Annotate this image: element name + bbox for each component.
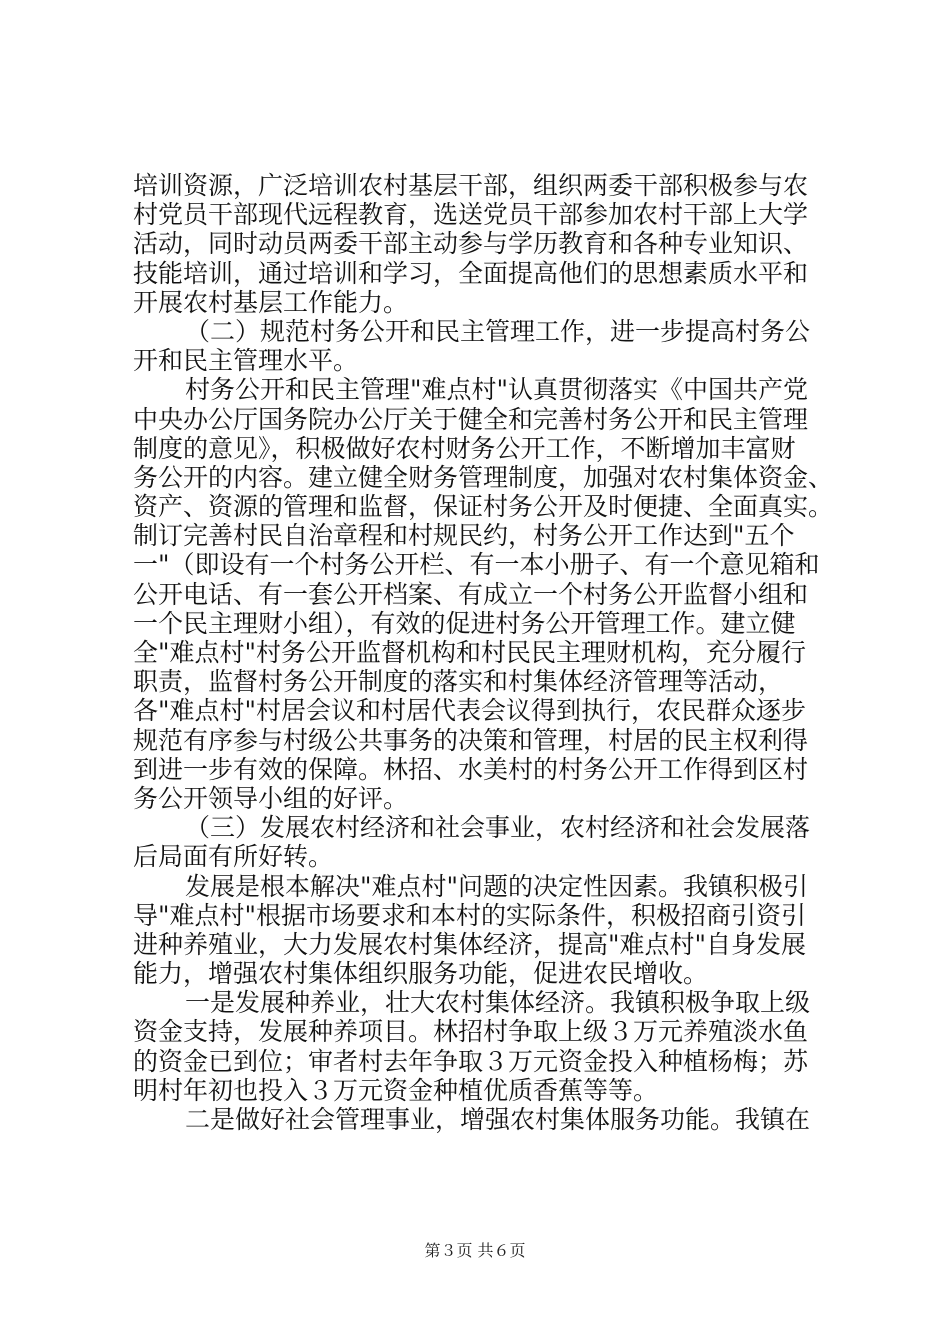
text-line: （三）发展农村经济和社会事业，农村经济和社会发展落 [185,813,811,843]
text-line: 活动，同时动员两委干部主动参与学历教育和各种专业知识、 [133,229,809,259]
text-line: 开展农村基层工作能力。 [133,287,409,317]
text-line: 开和民主管理水平。 [133,346,359,376]
text-line: 务公开领导小组的好评。 [133,783,409,813]
text-line: 一是发展种养业，壮大农村集体经济。我镇积极争取上级 [185,988,811,1018]
text-line: 制订完善村民自治章程和村规民约，村务公开工作达到"五个 [133,521,795,551]
text-line: 明村年初也投入３万元资金种植优质香蕉等等。 [133,1075,659,1105]
page-footer: 第３页 共６页 [424,1241,526,1260]
text-line: 能力，增强农村集体组织服务功能，促进农民增收。 [133,959,709,989]
text-line: 制度的意见》，积极做好农村财务公开工作，不断增加丰富财 [133,433,796,463]
text-line: 全"难点村"村务公开监督机构和村民民主理财机构，充分履行 [133,638,807,667]
text-line: （二）规范村务公开和民主管理工作，进一步提高村务公 [185,316,811,346]
text-line: 发展是根本解决"难点村"问题的决定性因素。我镇积极引 [185,871,809,901]
text-line: 公开电话、有一套公开档案、有成立一个村务公开监督小组和 [133,579,809,609]
text-line: 技能培训，通过培训和学习，全面提高他们的思想素质水平和 [133,258,809,288]
text-line: 资产、资源的管理和监督，保证村务公开及时便捷、全面真实。 [133,492,834,522]
text-line: 一个民主理财小组），有效的促进村务公开管理工作。建立健 [133,608,796,638]
text-line: 中央办公厅国务院办公厅关于健全和完善村务公开和民主管理 [133,404,809,434]
text-line: 二是做好社会管理事业，增强农村集体服务功能。我镇在 [185,1105,811,1134]
text-line: 进种养殖业，大力发展农村集体经济，提高"难点村"自身发展 [133,929,807,959]
text-line: 到进一步有效的保障。林招、水美村的村务公开工作得到区村 [133,754,809,784]
document-body [133,171,833,1134]
text-line: 一"（即设有一个村务公开栏、有一本小册子、有一个意见箱和 [133,550,820,580]
text-line: 培训资源，广泛培训农村基层干部，组织两委干部积极参与农 [133,171,809,200]
text-line: 后局面有所好转。 [133,842,334,872]
text-line: 村党员干部现代远程教育，选送党员干部参加农村干部上大学 [133,200,809,230]
text-line: 资金支持，发展种养项目。林招村争取上级３万元养殖淡水鱼 [133,1017,809,1047]
text-line: 务公开的内容。建立健全财务管理制度，加强对农村集体资金、 [133,462,834,492]
text-line: 各"难点村"村居会议和村居代表会议得到执行，农民群众逐步 [133,696,807,726]
text-line: 规范有序参与村级公共事务的决策和管理，村居的民主权利得 [133,725,809,755]
text-line: 的资金已到位；审者村去年争取３万元资金投入种植杨梅；苏 [133,1046,809,1076]
text-line: 导"难点村"根据市场要求和本村的实际条件，积极招商引资引 [133,900,807,930]
text-line: 职责，监督村务公开制度的落实和村集体经济管理等活动， [133,667,784,697]
text-line: 村务公开和民主管理"难点村"认真贯彻落实《中国共产党 [185,375,809,405]
